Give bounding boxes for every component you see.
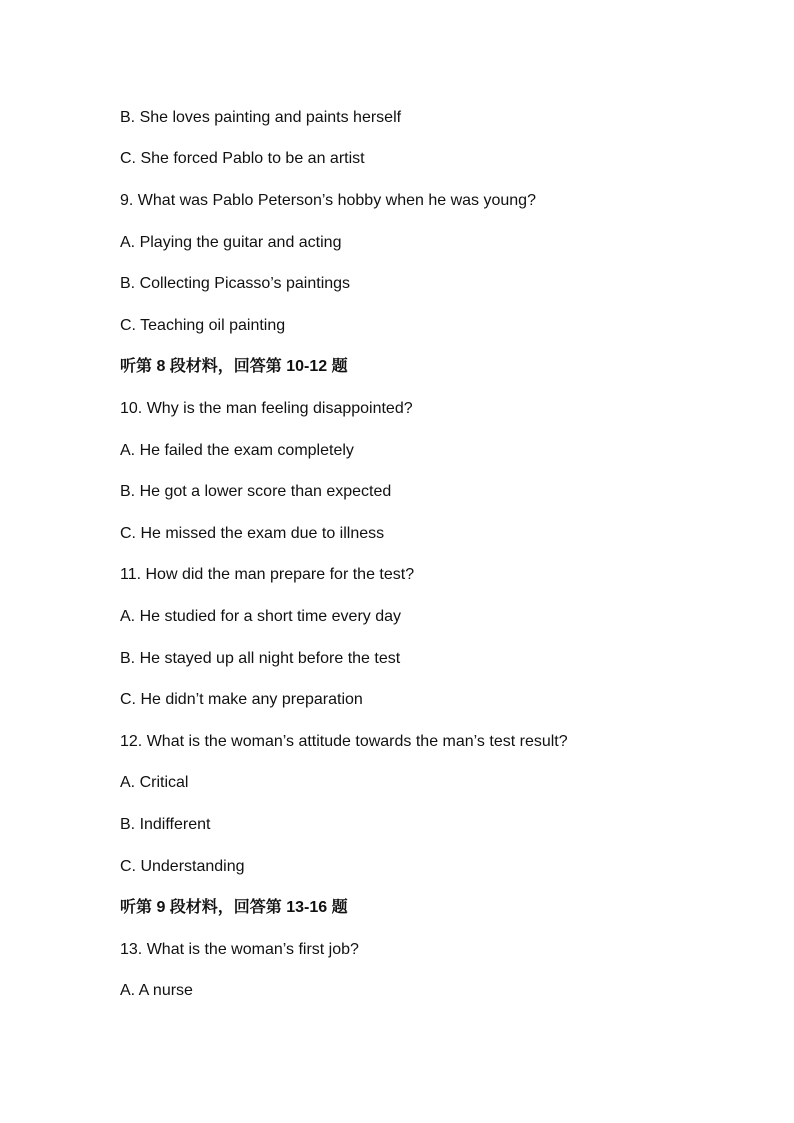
question-text: 11. How did the man prepare for the test? — [120, 566, 415, 583]
answer-option: A. Playing the guitar and acting — [120, 234, 342, 251]
answer-option: B. He got a lower score than expected — [120, 483, 392, 500]
answer-option: A. Critical — [120, 774, 189, 791]
question-text: 10. Why is the man feeling disappointed? — [120, 400, 413, 417]
answer-option: C. Understanding — [120, 858, 245, 875]
answer-option: A. He failed the exam completely — [120, 442, 354, 459]
answer-option: C. He didn’t make any preparation — [120, 691, 363, 708]
section-heading: 听第 9 段材料，回答第 13-16 题 — [120, 899, 348, 916]
answer-option: A. He studied for a short time every day — [120, 608, 402, 625]
answer-option: B. She loves painting and paints herself — [120, 109, 402, 126]
section-heading: 听第 8 段材料，回答第 10-12 题 — [120, 358, 348, 375]
answer-option: B. Collecting Picasso’s paintings — [120, 275, 351, 292]
answer-option: C. He missed the exam due to illness — [120, 525, 385, 542]
answer-option: B. Indifferent — [120, 816, 211, 833]
question-text: 9. What was Pablo Peterson’s hobby when he was young? — [120, 192, 536, 209]
question-text: 13. What is the woman’s first job? — [120, 941, 359, 958]
answer-option: C. She forced Pablo to be an artist — [120, 150, 365, 167]
answer-option: C. Teaching oil painting — [120, 317, 286, 334]
question-text: 12. What is the woman’s attitude towards the man’s test result? — [120, 733, 568, 750]
answer-option: B. He stayed up all night before the test — [120, 650, 401, 667]
answer-option: A. A nurse — [120, 982, 193, 999]
